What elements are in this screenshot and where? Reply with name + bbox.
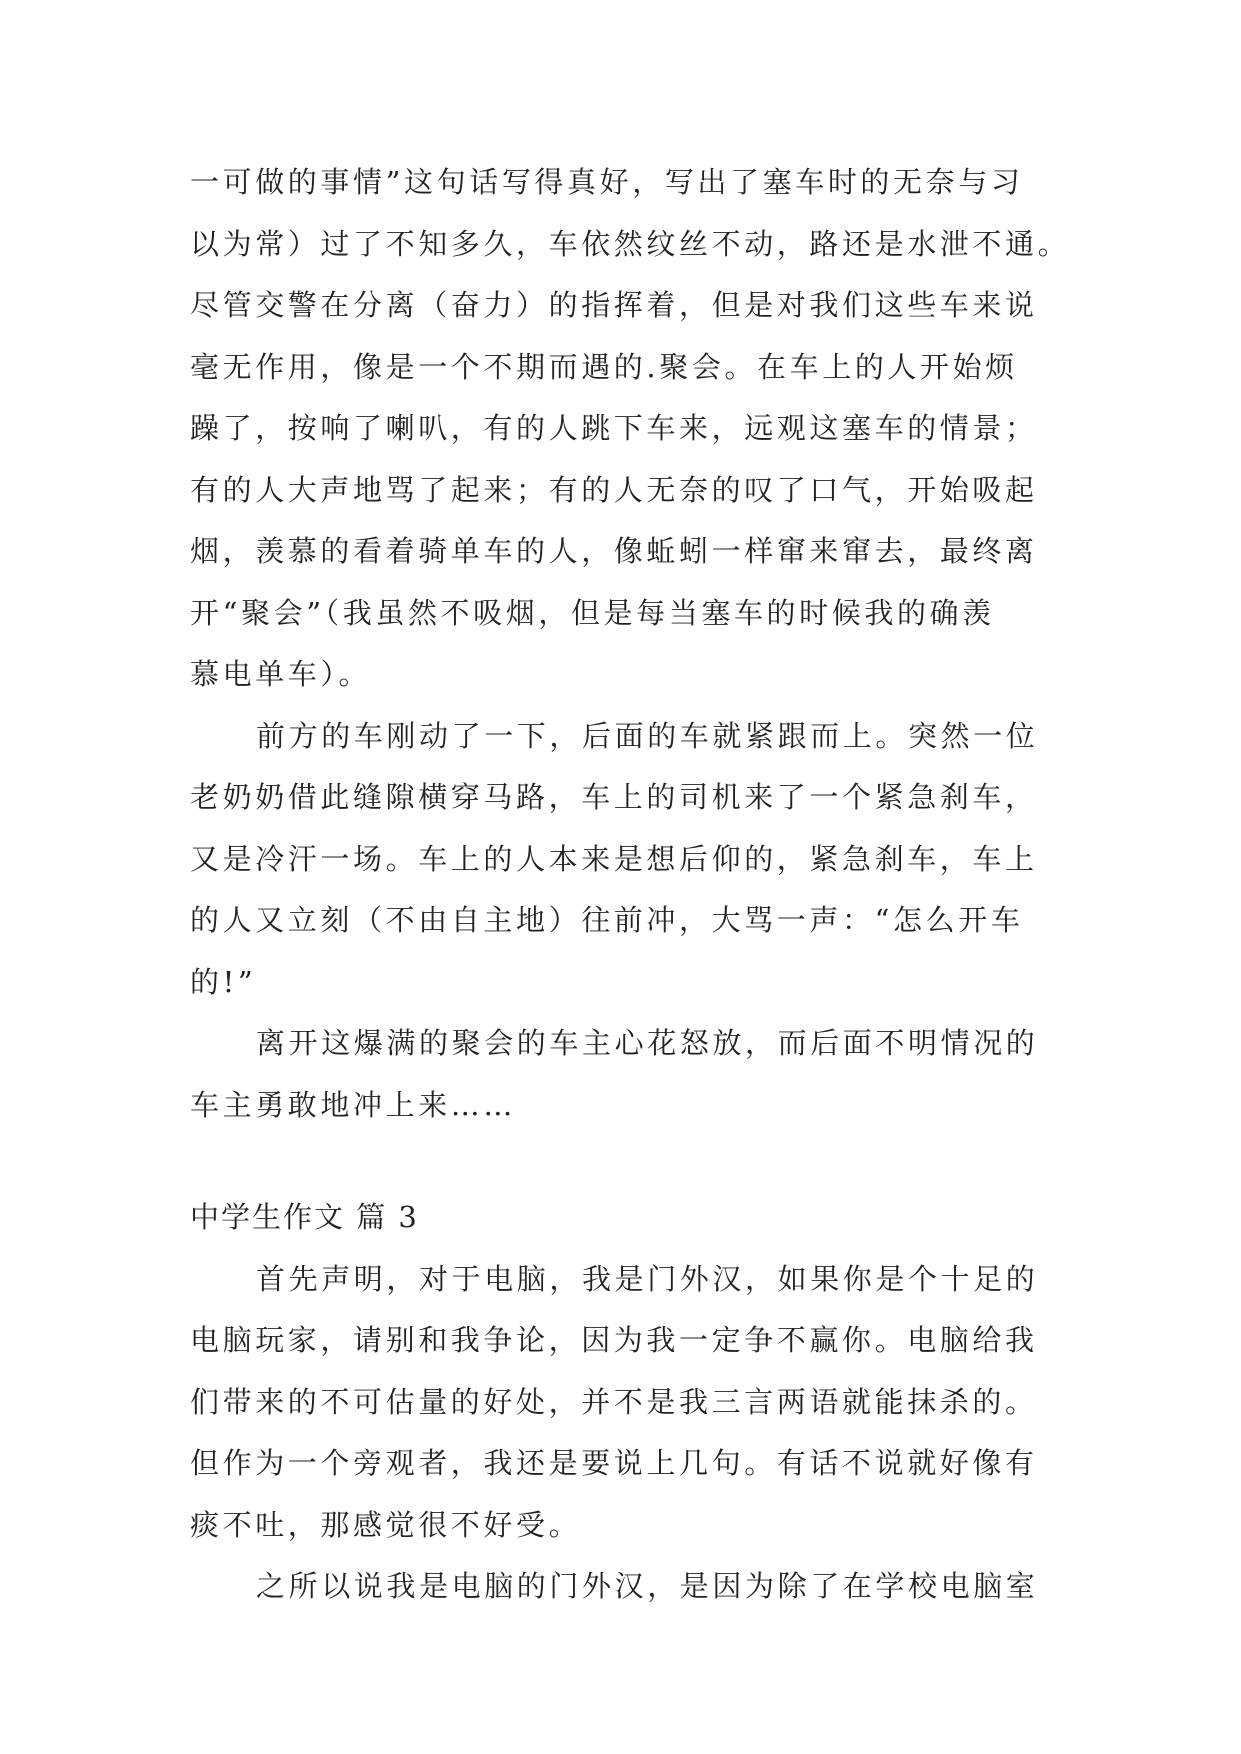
text-line: 车主勇敢地冲上来……: [190, 1087, 517, 1122]
paragraph-computer-intro: [190, 1249, 1050, 1557]
text-line: 们带来的不可估量的好处，并不是我三言两语就能抹杀的。: [190, 1384, 1038, 1419]
text-line: 躁了，按响了喇叭，有的人跳下车来，远观这塞车的情景；: [190, 411, 1038, 445]
text-line: 离开这爆满的聚会的车主心花怒放，而后面不明情况的: [256, 1026, 1039, 1060]
text-line: 的!”: [190, 964, 257, 999]
paragraph-leaving-gathering: [190, 1013, 1050, 1136]
text-line: 毫无作用，像是一个不期而遇的.聚会。在车上的人开始烦: [190, 349, 1018, 384]
text-line: 首先声明，对于电脑，我是门外汉，如果你是个十足的: [256, 1261, 1039, 1296]
text-line: 又是冷汗一场。车上的人本来是想后仰的，紧急刹车，车上: [190, 841, 1038, 876]
text-line: 有的人大声地骂了起来；有的人无奈的叹了口气，开始吸起: [190, 472, 1038, 507]
paragraph-emergency-brake: [190, 706, 1050, 1014]
text-line: 但作为一个旁观者，我还是要说上几句。有话不说就好像有: [190, 1446, 1038, 1480]
text-line: 之所以说我是电脑的门外汉，是因为除了在学校电脑室: [256, 1569, 1039, 1603]
essay-heading: 中学生作文 篇 3: [190, 1200, 419, 1234]
text-line: 慕电单车）。: [190, 657, 372, 691]
text-line: 前方的车刚动了一下，后面的车就紧跟而上。突然一位: [256, 718, 1039, 753]
text-line: 痰不吐，那感觉很不好受。: [190, 1507, 582, 1542]
text-line: 开“聚会”（我虽然不吸烟，但是每当塞车的时候我的确羡: [190, 595, 995, 630]
text-line: 尽管交警在分离（奋力）的指挥着，但是对我们这些车来说: [190, 288, 1038, 322]
paragraph-computer-outsider: [190, 1556, 1050, 1618]
text-line: 烟，羡慕的看着骑单车的人，像蚯蚓一样窜来窜去，最终离: [190, 534, 1038, 568]
text-line: 电脑玩家，请别和我争论，因为我一定争不赢你。电脑给我: [190, 1323, 1038, 1357]
paragraph-traffic-continued: [190, 152, 1071, 706]
essay-body: [190, 152, 1071, 1618]
text-line: 一可做的事情”这句话写得真好，写出了塞车时的无奈与习: [190, 165, 1024, 199]
text-line: 老奶奶借此缝隙横穿马路，车上的司机来了一个紧急刹车，: [190, 780, 1038, 814]
section-spacer: [190, 1136, 1050, 1187]
text-line: 的人又立刻（不由自主地）往前冲，大骂一声：“怎么开车: [190, 903, 1024, 937]
text-line: 以为常）过了不知多久，车依然纹丝不动，路还是水泄不通。: [190, 226, 1071, 261]
